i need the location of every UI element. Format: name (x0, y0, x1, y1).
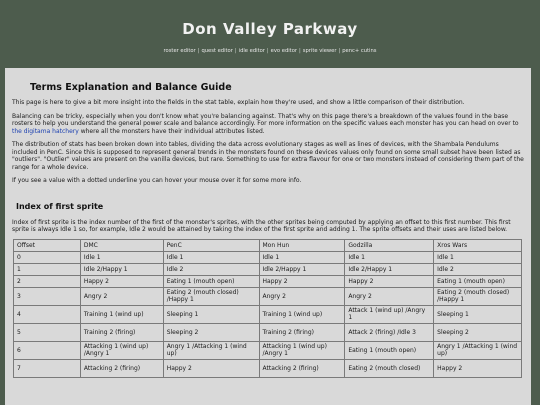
offset-cell: 4 (14, 305, 81, 323)
nav-roster-editor[interactable]: roster editor (163, 48, 196, 54)
balance-text-end: where all the monsters have their individual attributes listed. (78, 127, 265, 135)
nav-penc-cutins[interactable]: penc+ cutins (342, 48, 377, 54)
offset-cell: 3 (14, 287, 81, 305)
sprite-cell: Training 2 (firing) (80, 323, 163, 341)
sprite-cell: Attacking 1 (wind up) /Angry 1 (259, 341, 345, 359)
sprite-cell: Angry 2 (80, 287, 163, 305)
nav-separator: | (266, 48, 269, 54)
column-header: Mon Hun (259, 239, 345, 251)
sprite-cell: Happy 2 (259, 275, 345, 287)
nav-separator: | (234, 48, 237, 54)
nav-separator: | (197, 48, 200, 54)
column-header: PenC (163, 239, 259, 251)
table-row (14, 263, 522, 275)
sprite-cell: Eating 2 (mouth closed) (345, 359, 434, 377)
page-title: Terms Explanation and Balance Guide (30, 82, 232, 93)
sprite-cell: Idle 2/Happy 1 (259, 263, 345, 275)
sprite-cell: Angry 1 /Attacking 1 (wind up) (163, 341, 259, 359)
intro-paragraph: This page is here to give a bit more insight into the fields in the stat table, explain how they're used, and show a little comparison of their distribution. (12, 99, 465, 106)
sprite-cell: Idle 2/Happy 1 (345, 263, 434, 275)
digitama-hatchery-link[interactable]: the digitama hatchery (12, 127, 79, 135)
sprite-cell: Idle 1 (259, 251, 345, 263)
table-header-row (14, 239, 522, 251)
sprite-cell: Eating 1 (mouth open) (163, 275, 259, 287)
nav-evo-editor[interactable]: evo editor (270, 48, 298, 54)
main-nav (0, 48, 540, 54)
sprite-cell: Angry 1 /Attacking 1 (wind up) (434, 341, 522, 359)
sprite-cell: Sleeping 2 (163, 323, 259, 341)
index-description: Index of first sprite is the index number of the first of the monster's sprites, with the other sprites being computed by applying an offset to this first number. This first sprite is always Idle 1 so, for example, Idle 2 would be attained by taking the index of the first sprite and adding 1. The sprite offsets and their uses are listed below. (12, 218, 511, 233)
sprite-cell: Happy 2 (163, 359, 259, 377)
sprite-cell: Idle 2/Happy 1 (80, 263, 163, 275)
table-body (14, 251, 522, 377)
sprite-offset-table (13, 239, 522, 378)
sprite-cell: Angry 2 (345, 287, 434, 305)
sprite-cell: Training 2 (firing) (259, 323, 345, 341)
index-section-heading: Index of first sprite (16, 201, 104, 211)
sprite-cell: Happy 2 (80, 275, 163, 287)
table-row (14, 275, 522, 287)
offset-cell: 7 (14, 359, 81, 377)
offset-cell: 2 (14, 275, 81, 287)
column-header: Xros Wars (434, 239, 522, 251)
sprite-cell: Training 1 (wind up) (259, 305, 345, 323)
offset-cell: 5 (14, 323, 81, 341)
offset-cell: 0 (14, 251, 81, 263)
sprite-cell: Idle 2 (163, 263, 259, 275)
column-header: Offset (14, 239, 81, 251)
sprite-cell: Idle 2 (434, 263, 522, 275)
nav-separator: | (338, 48, 341, 54)
balance-paragraph (12, 113, 526, 136)
column-header: DMC (80, 239, 163, 251)
offset-cell: 1 (14, 263, 81, 275)
sprite-cell: Training 1 (wind up) (80, 305, 163, 323)
sprite-cell: Happy 2 (345, 275, 434, 287)
site-title: Don Valley Parkway (182, 20, 358, 38)
sprite-cell: Sleeping 1 (163, 305, 259, 323)
main-content (5, 68, 531, 405)
sprite-cell: Eating 1 (mouth open) (434, 275, 522, 287)
sprite-cell: Happy 2 (434, 359, 522, 377)
table-row (14, 251, 522, 263)
nav-idle-editor[interactable]: idle editor (238, 48, 265, 54)
sprite-cell: Angry 2 (259, 287, 345, 305)
nav-separator: | (299, 48, 301, 54)
distribution-paragraph: The distribution of stats has been broken down into tables, dividing the data across evolutionary stages as well as lines of devices, with the Shambala Pendulums included in PenC. Since this is supposed to represent general trends in the monsters found on these devices values only found on some small subset have been listed as "outliers". "Outlier" values are present on the vanilla devices, but rare. Something to use for extra flavour for one or two monsters instead of considering them part of the range for a whole device. (12, 141, 524, 171)
sprite-cell: Idle 1 (80, 251, 163, 263)
nav-quest-editor[interactable]: quest editor (201, 48, 233, 54)
hover-tip-paragraph: If you see a value with a dotted underline you can hover your mouse over it for some more info. (12, 177, 302, 184)
sprite-cell: Attacking 2 (firing) (259, 359, 345, 377)
sprite-cell: Eating 1 (mouth open) (345, 341, 434, 359)
table-row (14, 287, 522, 305)
balance-text: Balancing can be tricky, especially when you don't know what you're balancing against. That's why on this page there's a breakdown of the values found in the base rosters to help you understand the general power scale and balance accordingly. For more information on the specific values each monster has you can head on over to (12, 112, 519, 127)
sprite-cell: Sleeping 1 (434, 305, 522, 323)
sprite-cell: Idle 1 (434, 251, 522, 263)
sprite-cell: Attacking 2 (firing) (80, 359, 163, 377)
offset-cell: 6 (14, 341, 81, 359)
sprite-cell: Idle 1 (345, 251, 434, 263)
sprite-cell: Eating 2 (mouth closed) /Happy 1 (163, 287, 259, 305)
table-row (14, 305, 522, 323)
sprite-cell: Attack 2 (firing) /Idle 3 (345, 323, 434, 341)
sprite-cell: Idle 1 (163, 251, 259, 263)
column-header: Godzilla (345, 239, 434, 251)
table-row (14, 341, 522, 359)
sprite-cell: Eating 2 (mouth closed) /Happy 1 (434, 287, 522, 305)
table-row (14, 359, 522, 377)
table-row (14, 323, 522, 341)
site-header (0, 0, 540, 64)
nav-sprite-viewer[interactable]: sprite viewer (302, 48, 337, 54)
sprite-cell: Attack 1 (wind up) /Angry 1 (345, 305, 434, 323)
sprite-cell: Sleeping 2 (434, 323, 522, 341)
sprite-cell: Attacking 1 (wind up) /Angry 1 (80, 341, 163, 359)
